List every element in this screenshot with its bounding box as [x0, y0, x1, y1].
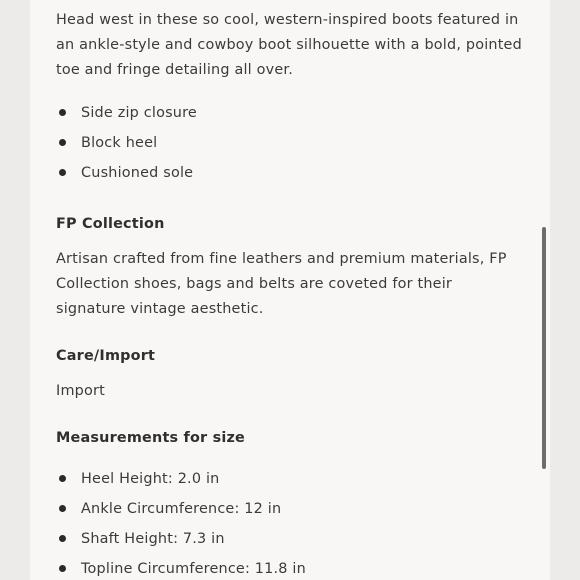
bullet-dot-icon	[59, 475, 66, 482]
list-item	[56, 464, 526, 494]
measurements-heading: Measurements for size	[56, 430, 246, 446]
bullet-dot-icon	[59, 109, 66, 116]
measurements-list	[56, 464, 526, 580]
list-item	[56, 128, 526, 158]
measurement-text: Ankle Circumference: 12 in	[81, 501, 282, 517]
description-body	[56, 8, 526, 580]
list-item	[56, 98, 526, 128]
care-text: Import	[56, 383, 105, 399]
feature-text: Cushioned sole	[81, 165, 194, 181]
bullet-dot-icon	[59, 139, 66, 146]
bullet-dot-icon	[59, 505, 66, 512]
measurement-text: Topline Circumference: 11.8 in	[81, 561, 306, 577]
list-item	[56, 524, 526, 554]
bullet-dot-icon	[59, 535, 66, 542]
list-item	[56, 494, 526, 524]
product-description-panel[interactable]	[30, 0, 550, 580]
list-item	[56, 554, 526, 580]
list-item	[56, 158, 526, 188]
feature-text: Side zip closure	[81, 105, 197, 121]
measurement-text: Heel Height: 2.0 in	[81, 471, 220, 487]
feature-text: Block heel	[81, 135, 158, 151]
bullet-dot-icon	[59, 565, 66, 572]
bullet-dot-icon	[59, 169, 66, 176]
collection-heading: FP Collection	[56, 216, 165, 232]
care-heading: Care/Import	[56, 348, 156, 364]
scrollbar-thumb[interactable]	[542, 227, 546, 469]
collection-text: Artisan crafted from fine leathers and premium materials, FP Collection shoes, bags and belts are coveted for their signature vintage aesthetic.	[56, 251, 507, 317]
feature-list	[56, 98, 526, 188]
description-intro: Head west in these so cool, western-inspired boots featured in an ankle-style and cowboy boot silhouette with a bold, pointed toe and fringe detailing all over.	[56, 12, 522, 78]
measurement-text: Shaft Height: 7.3 in	[81, 531, 225, 547]
